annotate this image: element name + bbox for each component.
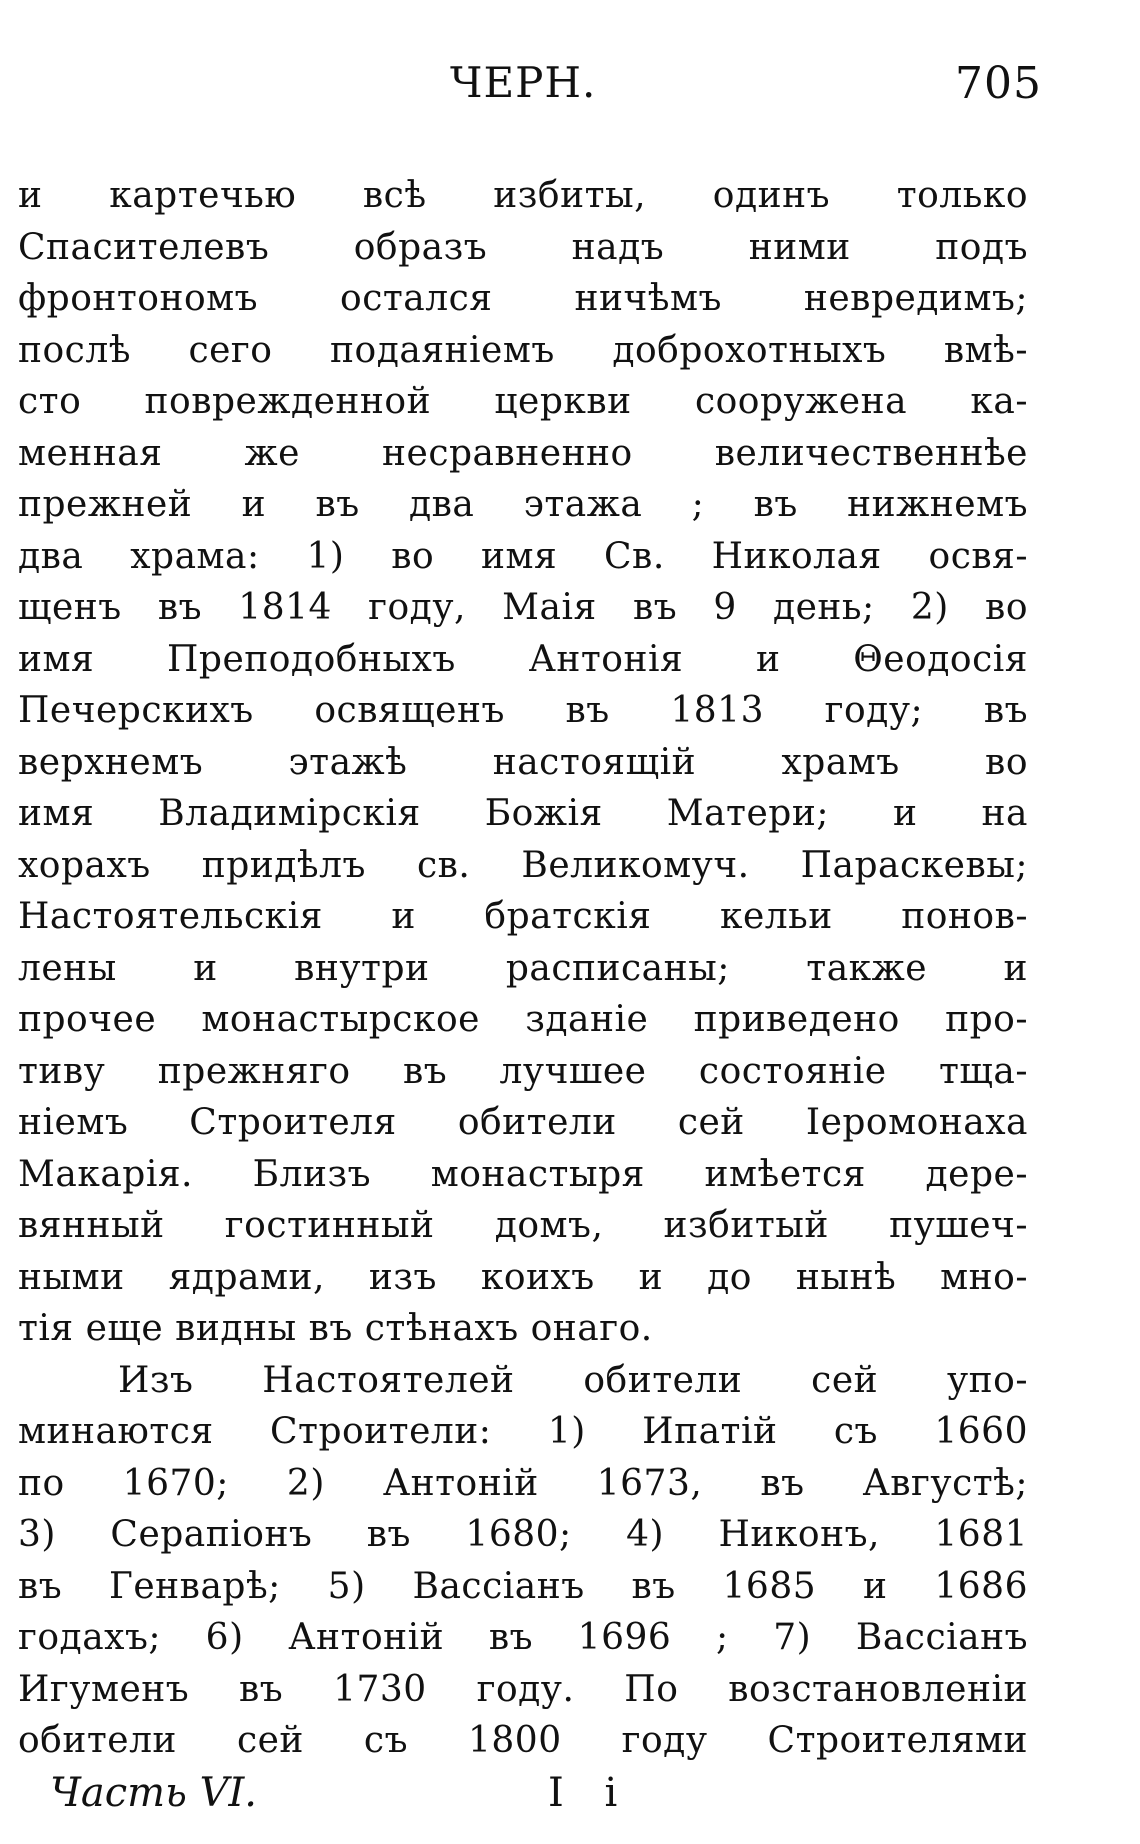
text-line: обители сей съ 1800 году Строителями	[18, 1720, 1028, 1761]
text-line: лены и внутри расписаны; также и	[18, 947, 1028, 989]
text-line: имя Преподобныхъ Антонія и Θеодосія	[18, 638, 1028, 680]
text-line: имя Владимірскія Божія Матери; и на	[18, 793, 1028, 834]
text-line: Изъ Настоятелей обители сей упо-	[118, 1359, 1028, 1401]
text-line: тиву прежняго въ лучшее состояніе тща-	[18, 1050, 1028, 1092]
text-line: годахъ; 6) Антоній въ 1696 ; 7) Вассіанъ	[18, 1617, 1028, 1658]
text-line: вянный гостинный домъ, избитый пушеч-	[18, 1205, 1028, 1246]
text-line: прочее монастырское зданіе приведено про-	[18, 999, 1028, 1040]
sheet-mark: I i	[548, 1770, 632, 1816]
text-line: верхнемъ этажѣ настоящій храмъ во	[18, 741, 1028, 783]
text-line: по 1670; 2) Антоній 1673, въ Августѣ;	[18, 1462, 1028, 1504]
text-line: Макарія. Близъ монастыря имѣется дере-	[18, 1153, 1028, 1195]
page-footer	[0, 1770, 1140, 1830]
text-line: Печерскихъ освященъ въ 1813 году; въ	[18, 690, 1028, 731]
text-line: сто поврежденной церкви сооружена ка-	[18, 381, 1028, 422]
text-line: менная же несравненно величественнѣе	[18, 432, 1028, 474]
text-line: фронтономъ остался ничѣмъ невредимъ;	[18, 278, 1028, 319]
page-number: 705	[955, 58, 1042, 109]
running-head: ЧЕРН.	[450, 58, 597, 107]
text-line: щенъ въ 1814 году, Маія въ 9 день; 2) во	[18, 587, 1028, 628]
signature-mark: Часть VI.	[50, 1770, 257, 1816]
text-line: 3) Серапіонъ въ 1680; 4) Никонъ, 1681	[18, 1514, 1028, 1555]
text-line: тія еще видны въ стѣнахъ онаго.	[18, 1308, 653, 1349]
page-header	[0, 58, 1140, 128]
body-text	[18, 170, 1028, 1767]
text-line: послѣ сего подаяніемъ доброхотныхъ вмѣ-	[18, 329, 1028, 371]
text-line: два храма: 1) во имя Св. Николая освя-	[18, 535, 1028, 577]
text-line: хорахъ придѣлъ св. Великомуч. Параскевы;	[18, 844, 1028, 886]
text-line: Спасителевъ образъ надъ ними подъ	[18, 226, 1028, 268]
text-line: ніемъ Строителя обители сей Іеромонаха	[18, 1102, 1028, 1143]
text-line: ными ядрами, изъ коихъ и до нынѣ мно-	[18, 1256, 1028, 1298]
text-line: минаются Строители: 1) Ипатій съ 1660	[18, 1411, 1028, 1452]
text-line: Игуменъ въ 1730 году. По возстановленіи	[18, 1668, 1028, 1710]
text-line: въ Генварѣ; 5) Вассіанъ въ 1685 и 1686	[18, 1565, 1028, 1607]
text-line: и картечью всѣ избиты, одинъ только	[18, 175, 1028, 216]
text-line: прежней и въ два этажа ; въ нижнемъ	[18, 484, 1028, 525]
text-line: Настоятельскія и братскія кельи понов-	[18, 896, 1028, 937]
